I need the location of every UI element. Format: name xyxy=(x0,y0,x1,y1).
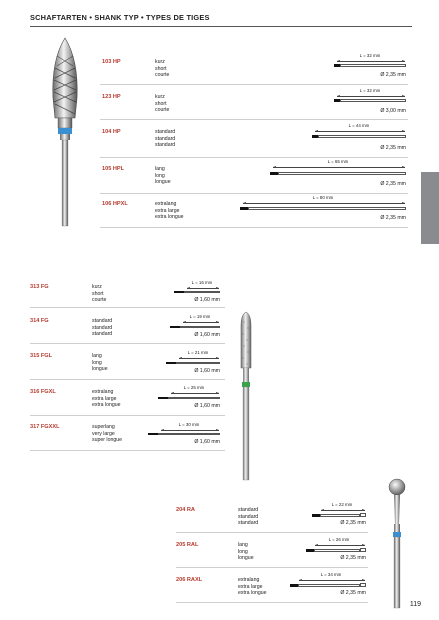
side-tab xyxy=(421,172,439,244)
row-separator xyxy=(176,532,368,533)
arrow-left-icon xyxy=(315,130,318,132)
shank-drawing xyxy=(318,135,406,138)
diameter-label: Ø 1,60 mm xyxy=(194,368,220,374)
length-label: L = 22 mm xyxy=(331,502,353,507)
desc-fr: courte xyxy=(155,72,170,79)
shank-drawing xyxy=(298,584,360,587)
length-label: L = 32 mm xyxy=(359,53,381,58)
length-dimension-line xyxy=(273,167,405,168)
shank-drawing xyxy=(340,64,406,67)
desc-fr: standard xyxy=(155,142,176,149)
arrow-left-icon xyxy=(187,287,190,289)
row-separator xyxy=(30,343,225,344)
shank-code: 314 FG xyxy=(30,318,49,324)
shank-drawing xyxy=(176,362,220,364)
length-dimension-line xyxy=(171,393,219,394)
length-dimension-line xyxy=(187,288,219,289)
shank-end-latch xyxy=(360,583,366,587)
row-separator xyxy=(30,450,225,451)
length-dimension-line xyxy=(337,61,405,62)
length-label: L = 34 mm xyxy=(320,572,342,577)
length-label: L = 26 mm xyxy=(328,537,350,542)
diameter-label: Ø 1,60 mm xyxy=(194,403,220,409)
desc-de: extralang xyxy=(155,201,177,207)
shank-code: 106 HPXL xyxy=(102,201,128,207)
desc-de: kurz xyxy=(92,284,102,290)
shank-description xyxy=(155,59,169,79)
arrow-right-icon xyxy=(362,544,365,546)
length-dimension-line xyxy=(183,322,219,323)
arrow-right-icon xyxy=(216,429,219,431)
shank-description xyxy=(238,577,267,597)
length-label: L = 44 mm xyxy=(348,123,370,128)
arrow-right-icon xyxy=(216,287,219,289)
arrow-right-icon xyxy=(402,60,405,62)
arrow-right-icon xyxy=(216,357,219,359)
desc-de: lang xyxy=(238,542,248,548)
arrow-left-icon xyxy=(243,202,246,204)
row-separator xyxy=(100,227,408,228)
arrow-left-icon xyxy=(315,544,318,546)
shank-head xyxy=(170,326,180,328)
length-label: L = 80 mm xyxy=(312,195,334,200)
desc-fr: courte xyxy=(92,297,107,304)
shank-description xyxy=(92,389,121,409)
desc-fr: standard xyxy=(238,520,259,527)
shank-head xyxy=(312,514,320,517)
desc-de: standard xyxy=(92,318,113,324)
shank-drawing xyxy=(180,326,220,328)
desc-de: standard xyxy=(155,129,176,135)
arrow-right-icon xyxy=(362,509,365,511)
desc-en: extra large xyxy=(92,395,117,402)
arrow-left-icon xyxy=(179,357,182,359)
shank-description xyxy=(238,507,258,527)
desc-en: short xyxy=(92,290,104,297)
shank-drawing xyxy=(278,172,406,175)
row-separator xyxy=(100,119,408,120)
diameter-label: Ø 2,35 mm xyxy=(380,181,406,187)
desc-de: lang xyxy=(155,166,165,172)
shank-drawing xyxy=(248,207,406,210)
shank-drawing xyxy=(168,397,220,399)
page-number: 119 xyxy=(409,601,421,608)
shank-description xyxy=(155,201,184,221)
row-separator xyxy=(30,379,225,380)
shank-code: 105 HPL xyxy=(102,166,125,172)
desc-en: standard xyxy=(92,324,113,331)
length-label: L = 25 mm xyxy=(183,385,205,390)
length-label: L = 30 mm xyxy=(178,422,200,427)
desc-en: short xyxy=(155,65,167,72)
shank-end-latch xyxy=(360,548,366,552)
arrow-left-icon xyxy=(337,95,340,97)
desc-en: standard xyxy=(155,135,176,142)
length-label: L = 65 mm xyxy=(327,159,349,164)
desc-fr: extra longue xyxy=(155,214,184,221)
row-separator xyxy=(30,415,225,416)
desc-en: extra large xyxy=(155,207,180,214)
shank-head xyxy=(166,362,176,364)
diameter-label: Ø 2,35 mm xyxy=(340,520,366,526)
length-dimension-line xyxy=(179,358,219,359)
desc-fr: courte xyxy=(155,107,170,114)
diameter-label: Ø 2,35 mm xyxy=(380,145,406,151)
round-bur-image xyxy=(386,478,408,608)
shank-code: 205 RAL xyxy=(176,542,199,548)
shank-head xyxy=(174,291,184,293)
shank-drawing xyxy=(340,99,406,102)
shank-description xyxy=(92,318,112,338)
length-dimension-line xyxy=(315,545,365,546)
diameter-label: Ø 1,60 mm xyxy=(194,439,220,445)
length-dimension-line xyxy=(161,430,219,431)
arrow-right-icon xyxy=(402,202,405,204)
desc-en: long xyxy=(92,359,102,366)
shank-description xyxy=(155,129,175,149)
desc-de: kurz xyxy=(155,94,165,100)
shank-code: 104 HP xyxy=(102,129,121,135)
shank-description xyxy=(92,424,122,444)
arrow-left-icon xyxy=(337,60,340,62)
diameter-label: Ø 2,35 mm xyxy=(380,72,406,78)
desc-fr: longue xyxy=(155,179,171,186)
desc-en: short xyxy=(155,100,167,107)
row-separator xyxy=(100,193,408,194)
length-label: L = 21 mm xyxy=(187,350,209,355)
shank-end-latch xyxy=(360,513,366,517)
desc-de: kurz xyxy=(155,59,165,65)
shank-head xyxy=(240,207,248,210)
diameter-label: Ø 1,60 mm xyxy=(194,332,220,338)
arrow-left-icon xyxy=(321,509,324,511)
row-separator xyxy=(100,84,408,85)
shank-drawing xyxy=(320,514,360,517)
shank-drawing xyxy=(314,549,360,552)
shank-code: 313 FG xyxy=(30,284,49,290)
arrow-left-icon xyxy=(299,579,302,581)
desc-de: lang xyxy=(92,353,102,359)
shank-code: 123 HP xyxy=(102,94,121,100)
shank-code: 206 RAXL xyxy=(176,577,203,583)
diameter-label: Ø 3,00 mm xyxy=(380,108,406,114)
arrow-left-icon xyxy=(183,321,186,323)
diameter-label: Ø 2,35 mm xyxy=(340,555,366,561)
diamond-bur-image xyxy=(236,310,256,480)
shank-code: 317 FGXXL xyxy=(30,424,60,430)
desc-fr: super longue xyxy=(92,437,122,444)
desc-de: superlang xyxy=(92,424,115,430)
arrow-right-icon xyxy=(402,130,405,132)
desc-en: very large xyxy=(92,430,115,437)
arrow-right-icon xyxy=(402,95,405,97)
length-label: L = 16 mm xyxy=(191,280,213,285)
arrow-right-icon xyxy=(216,392,219,394)
desc-fr: extra longue xyxy=(238,590,267,597)
length-dimension-line xyxy=(315,131,405,132)
shank-description xyxy=(92,284,106,304)
shank-drawing xyxy=(158,433,220,435)
shank-head xyxy=(290,584,298,587)
length-dimension-line xyxy=(337,96,405,97)
arrow-right-icon xyxy=(362,579,365,581)
desc-en: extra large xyxy=(238,583,263,590)
length-label: L = 19 mm xyxy=(189,314,211,319)
shank-code: 315 FGL xyxy=(30,353,53,359)
row-separator xyxy=(176,567,368,568)
desc-de: extralang xyxy=(92,389,114,395)
shank-head xyxy=(270,172,278,175)
shank-description xyxy=(92,353,108,373)
desc-fr: extra longue xyxy=(92,402,121,409)
arrow-left-icon xyxy=(171,392,174,394)
desc-de: standard xyxy=(238,507,259,513)
desc-fr: longue xyxy=(238,555,254,562)
shank-description xyxy=(155,94,169,114)
desc-de: extralang xyxy=(238,577,260,583)
carbide-cutter-image xyxy=(45,36,85,226)
arrow-right-icon xyxy=(216,321,219,323)
length-label: L = 32 mm xyxy=(359,88,381,93)
arrow-left-icon xyxy=(273,166,276,168)
length-dimension-line xyxy=(299,580,365,581)
header-rule xyxy=(30,26,412,27)
shank-drawing xyxy=(184,291,220,293)
page-header: SCHAFTARTEN • SHANK TYP • TYPES DE TIGES xyxy=(30,13,210,22)
shank-head xyxy=(148,433,158,435)
row-separator xyxy=(100,157,408,158)
length-dimension-line xyxy=(243,203,405,204)
desc-fr: longue xyxy=(92,366,108,373)
shank-head xyxy=(306,549,314,552)
shank-code: 316 FGXL xyxy=(30,389,56,395)
arrow-right-icon xyxy=(402,166,405,168)
row-separator xyxy=(176,602,368,603)
desc-fr: standard xyxy=(92,331,113,338)
diameter-label: Ø 1,60 mm xyxy=(194,297,220,303)
diameter-label: Ø 2,35 mm xyxy=(340,590,366,596)
shank-description xyxy=(155,166,171,186)
diameter-label: Ø 2,35 mm xyxy=(380,215,406,221)
length-dimension-line xyxy=(321,510,365,511)
shank-code: 103 HP xyxy=(102,59,121,65)
desc-en: long xyxy=(155,172,165,179)
desc-en: standard xyxy=(238,513,259,520)
shank-head xyxy=(158,397,168,399)
desc-en: long xyxy=(238,548,248,555)
shank-code: 204 RA xyxy=(176,507,195,513)
row-separator xyxy=(30,307,225,308)
arrow-left-icon xyxy=(161,429,164,431)
shank-description xyxy=(238,542,254,562)
